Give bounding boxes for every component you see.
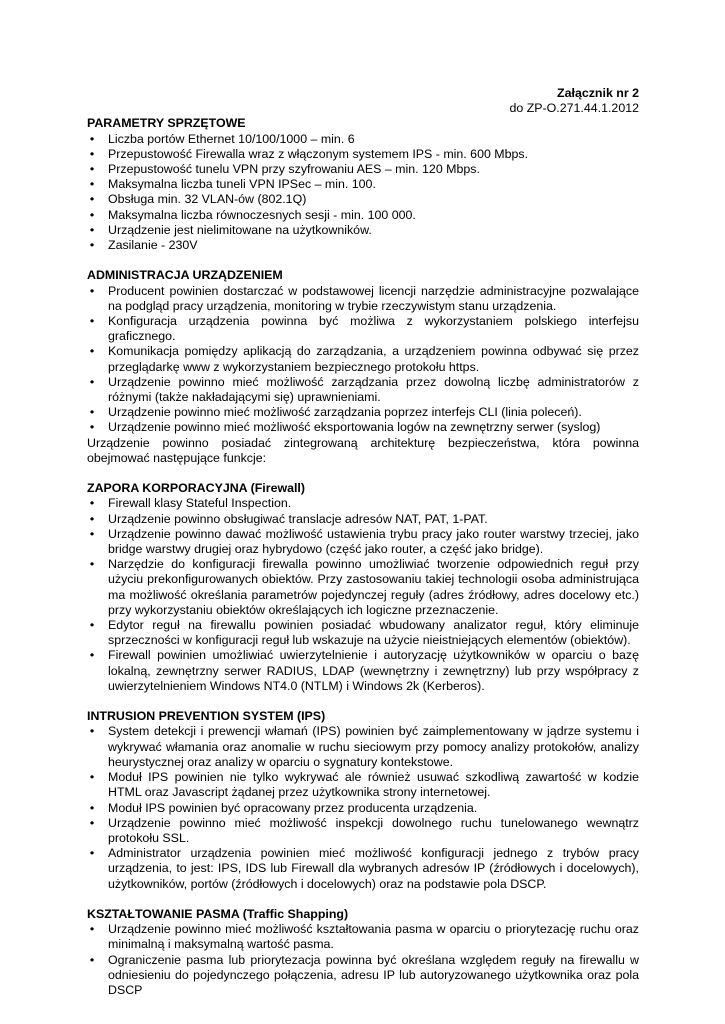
list-item: • System detekcji i prewencji włamań (IPS) powinien być zaimplementowany w jądrze systemu i wykrywać włamania oraz anomalie w ruchu sieciowym przy pomocy analizy protokołów, analizy heurystycznej oraz analizy w oparciu o sygnatury kontekstowe.	[87, 724, 639, 770]
section-title: KSZTAŁTOWANIE PASMA (Traffic Shapping)	[87, 906, 349, 921]
list-item: • Administrator urządzenia powinien mieć możliwość konfiguracji jednego z trybów pracy urządzenia, to jest: IPS, IDS lub Firewall dla wybranych adresów IP (źródłowych i docelowych), użytkowników, portów (źródłowych i docelowych) oraz na podstawie pola DSCP.	[87, 846, 639, 892]
section-firewall	[87, 481, 639, 694]
list-item: • Konfiguracja urządzenia powinna być możliwa z wykorzystaniem polskiego interfejsu graficznego.	[87, 314, 639, 344]
list-item: • Moduł IPS powinien być opracowany przez producenta urządzenia.	[87, 801, 639, 816]
section-paragraph: Urządzenie powinno posiadać zintegrowaną architekturę bezpieczeństwa, która powinna obejmować następujące funkcje:	[87, 435, 639, 465]
list-item: • Zasilanie - 230V	[87, 238, 639, 253]
list-item: • Maksymalna liczba tuneli VPN IPSec – min. 100.	[87, 177, 639, 192]
section-title: ZAPORA KORPORACYJNA (Firewall)	[87, 481, 306, 496]
spacer	[87, 253, 639, 268]
list-item: • Firewall powinien umożliwiać uwierzytelnienie i autoryzację użytkowników w oparciu o bazę lokalną, zewnętrzny serwer RADIUS, LDAP (wewnętrzny i zewnętrzny) lub przy współpracy z uwierzytelnieniem Windows NT4.0 (NTLM) i Windows 2k (Kerberos).	[87, 648, 639, 694]
list-item: • Urządzenie jest nielimitowane na użytkowników.	[87, 223, 639, 238]
list-item: • Edytor reguł na firewallu powinien posiadać wbudowany analizator reguł, który eliminuje sprzeczności w konfiguracji reguł lub wskazuje na użycie nieistniejących elementów (obiektów).	[87, 618, 639, 648]
section-title: INTRUSION PREVENTION SYSTEM (IPS)	[87, 709, 326, 724]
document-page	[87, 86, 639, 998]
bullet-list	[87, 284, 639, 436]
list-item: • Producent powinien dostarczać w podstawowej licencji narzędzie administracyjne pozwalające na podgląd pracy urządzenia, monitoring w trybie rzeczywistym stanu urządzenia.	[87, 284, 639, 314]
attachment-header	[87, 86, 639, 116]
section-title: ADMINISTRACJA URZĄDZENIEM	[87, 268, 283, 283]
bullet-list	[87, 132, 639, 254]
list-item: • Urządzenie powinno mieć możliwość zarządzania przez dowolną liczbę administratorów z różnymi (także nakładającymi się) uprawnieniami.	[87, 375, 639, 405]
list-item: • Urządzenie powinno mieć możliwość zarządzania poprzez interfejs CLI (linia poleceń).	[87, 405, 639, 420]
attachment-number: Załącznik nr 2	[557, 86, 639, 100]
section-hardware-parameters	[87, 116, 639, 253]
spacer	[87, 694, 639, 709]
list-item: • Moduł IPS powinien nie tylko wykrywać ale również usuwać szkodliwą zawartość w kodzie HTML oraz Javascript żądanej przez użytkownika strony internetowej.	[87, 770, 639, 800]
list-item: • Obsługa min. 32 VLAN-ów (802.1Q)	[87, 192, 639, 207]
list-item: • Maksymalna liczba równoczesnych sesji - min. 100 000.	[87, 208, 639, 223]
section-device-administration	[87, 268, 639, 466]
list-item: • Narzędzie do konfiguracji firewalla powinno umożliwiać tworzenie odpowiednich reguł przy użyciu prekonfigurowanych obiektów. Przy zastosowaniu takiej technologii osoba administrująca ma możliwość określania parametrów pojedynczej reguły (adres źródłowy, adres docelowy etc.) przy wykorzystaniu obiektów określających ich logiczne przeznaczenie.	[87, 557, 639, 618]
section-ips	[87, 709, 639, 891]
bullet-list	[87, 496, 639, 694]
spacer	[87, 892, 639, 907]
spacer	[87, 466, 639, 481]
list-item: • Urządzenie powinno mieć możliwość eksportowania logów na zewnętrzny serwer (syslog)	[87, 420, 639, 435]
list-item: • Ograniczenie pasma lub priorytezacja powinna być określana względem reguły na firewallu w odniesieniu do pojedynczego połączenia, adresu IP lub autoryzowanego użytkownika oraz pola DSCP	[87, 953, 639, 999]
attachment-reference: do ZP-O.271.44.1.2012	[509, 101, 639, 116]
list-item: • Liczba portów Ethernet 10/100/1000 – min. 6	[87, 132, 639, 147]
list-item: • Komunikacja pomiędzy aplikacją do zarządzania, a urządzeniem powinna odbywać się przez przeglądarkę www z wykorzystaniem bezpiecznego protokołu https.	[87, 344, 639, 374]
list-item: • Urządzenie powinno mieć możliwość kształtowania pasma w oparciu o priorytezację ruchu oraz minimalną i maksymalną wartość pasma.	[87, 922, 639, 952]
list-item: • Urządzenie powinno dawać możliwość ustawienia trybu pracy jako router warstwy trzeciej, jako bridge warstwy drugiej oraz hybrydowo (część jako router, a część jako bridge).	[87, 527, 639, 557]
bullet-list	[87, 724, 639, 891]
list-item: • Urządzenie powinno obsługiwać translacje adresów NAT, PAT, 1-PAT.	[87, 512, 639, 527]
section-traffic-shaping	[87, 907, 639, 998]
list-item: • Przepustowość Firewalla wraz z włączonym systemem IPS - min. 600 Mbps.	[87, 147, 639, 162]
section-title: PARAMETRY SPRZĘTOWE	[87, 116, 246, 131]
list-item: • Urządzenie powinno mieć możliwość inspekcji dowolnego ruchu tunelowanego wewnątrz protokołu SSL.	[87, 816, 639, 846]
list-item: • Przepustowość tunelu VPN przy szyfrowaniu AES – min. 120 Mbps.	[87, 162, 639, 177]
list-item: • Firewall klasy Stateful Inspection.	[87, 496, 639, 511]
bullet-list	[87, 922, 639, 998]
